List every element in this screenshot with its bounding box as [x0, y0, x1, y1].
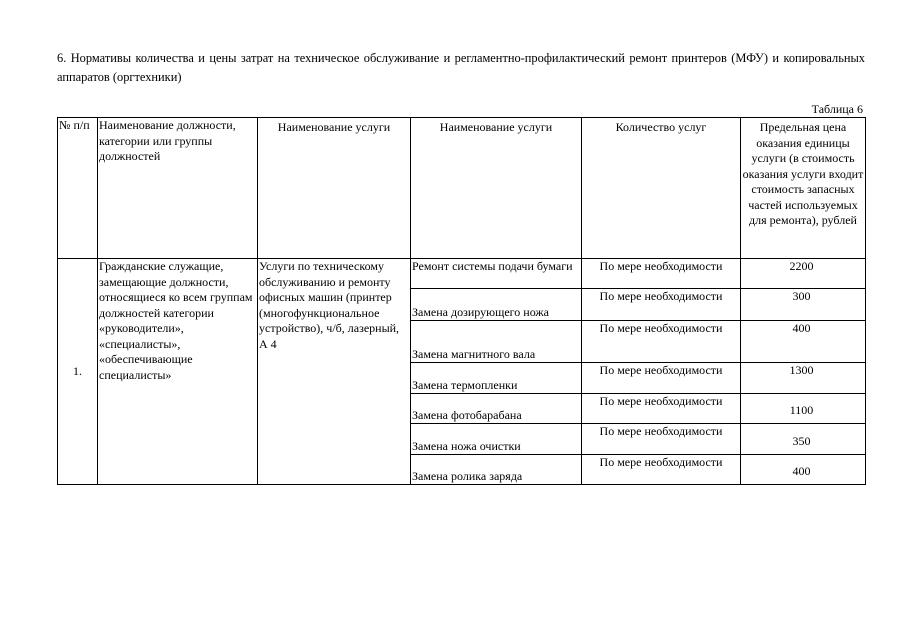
service-price: 1100	[741, 394, 866, 424]
column-header-number: № п/п	[58, 118, 98, 259]
service-quantity: По мере необходимости	[582, 424, 741, 455]
service-quantity: По мере необходимости	[582, 394, 741, 424]
service-quantity: По мере необходимости	[582, 455, 741, 485]
column-header-quantity: Количество услуг	[582, 118, 741, 259]
position-category: Гражданские служащие, замещающие должности, относящиеся ко всем группам должностей категории «руководители», «специалисты», «обеспечивающие специалисты»	[98, 259, 258, 485]
norms-table	[57, 117, 866, 485]
service-name: Замена магнитного вала	[411, 321, 582, 363]
service-price: 400	[741, 455, 866, 485]
service-price: 350	[741, 424, 866, 455]
column-header-service-group: Наименование услуги	[258, 118, 411, 259]
section-heading: 6. Нормативы количества и цены затрат на техническое обслуживание и регламентно-профилактический ремонт принтеров (МФУ) и копировальных аппаратов (оргтехники)	[57, 51, 865, 84]
service-price: 2200	[741, 259, 866, 289]
column-header-price: Предельная цена оказания единицы услуги (в стоимость оказания услуги входит стоимость запасных частей используемых для ремонта), рублей	[741, 118, 866, 259]
table-label: Таблица 6	[811, 102, 863, 116]
service-quantity: По мере необходимости	[582, 321, 741, 363]
service-name: Замена фотобарабана	[411, 394, 582, 424]
service-quantity: По мере необходимости	[582, 363, 741, 394]
service-group: Услуги по техническому обслуживанию и ремонту офисных машин (принтер (многофункциональное устройство), ч/б, лазерный, А 4	[258, 259, 411, 485]
column-header-service-name: Наименование услуги	[411, 118, 582, 259]
column-header-position: Наименование должности, категории или группы должностей	[98, 118, 258, 259]
service-name: Замена ножа очистки	[411, 424, 582, 455]
row-number: 1.	[58, 259, 98, 485]
table-row	[58, 259, 866, 289]
service-price: 400	[741, 321, 866, 363]
service-name: Замена дозирующего ножа	[411, 289, 582, 321]
service-price: 300	[741, 289, 866, 321]
service-name: Ремонт системы подачи бумаги	[411, 259, 582, 289]
service-quantity: По мере необходимости	[582, 259, 741, 289]
service-name: Замена ролика заряда	[411, 455, 582, 485]
service-name: Замена термопленки	[411, 363, 582, 394]
table-header-row	[58, 118, 866, 259]
service-quantity: По мере необходимости	[582, 289, 741, 321]
service-price: 1300	[741, 363, 866, 394]
